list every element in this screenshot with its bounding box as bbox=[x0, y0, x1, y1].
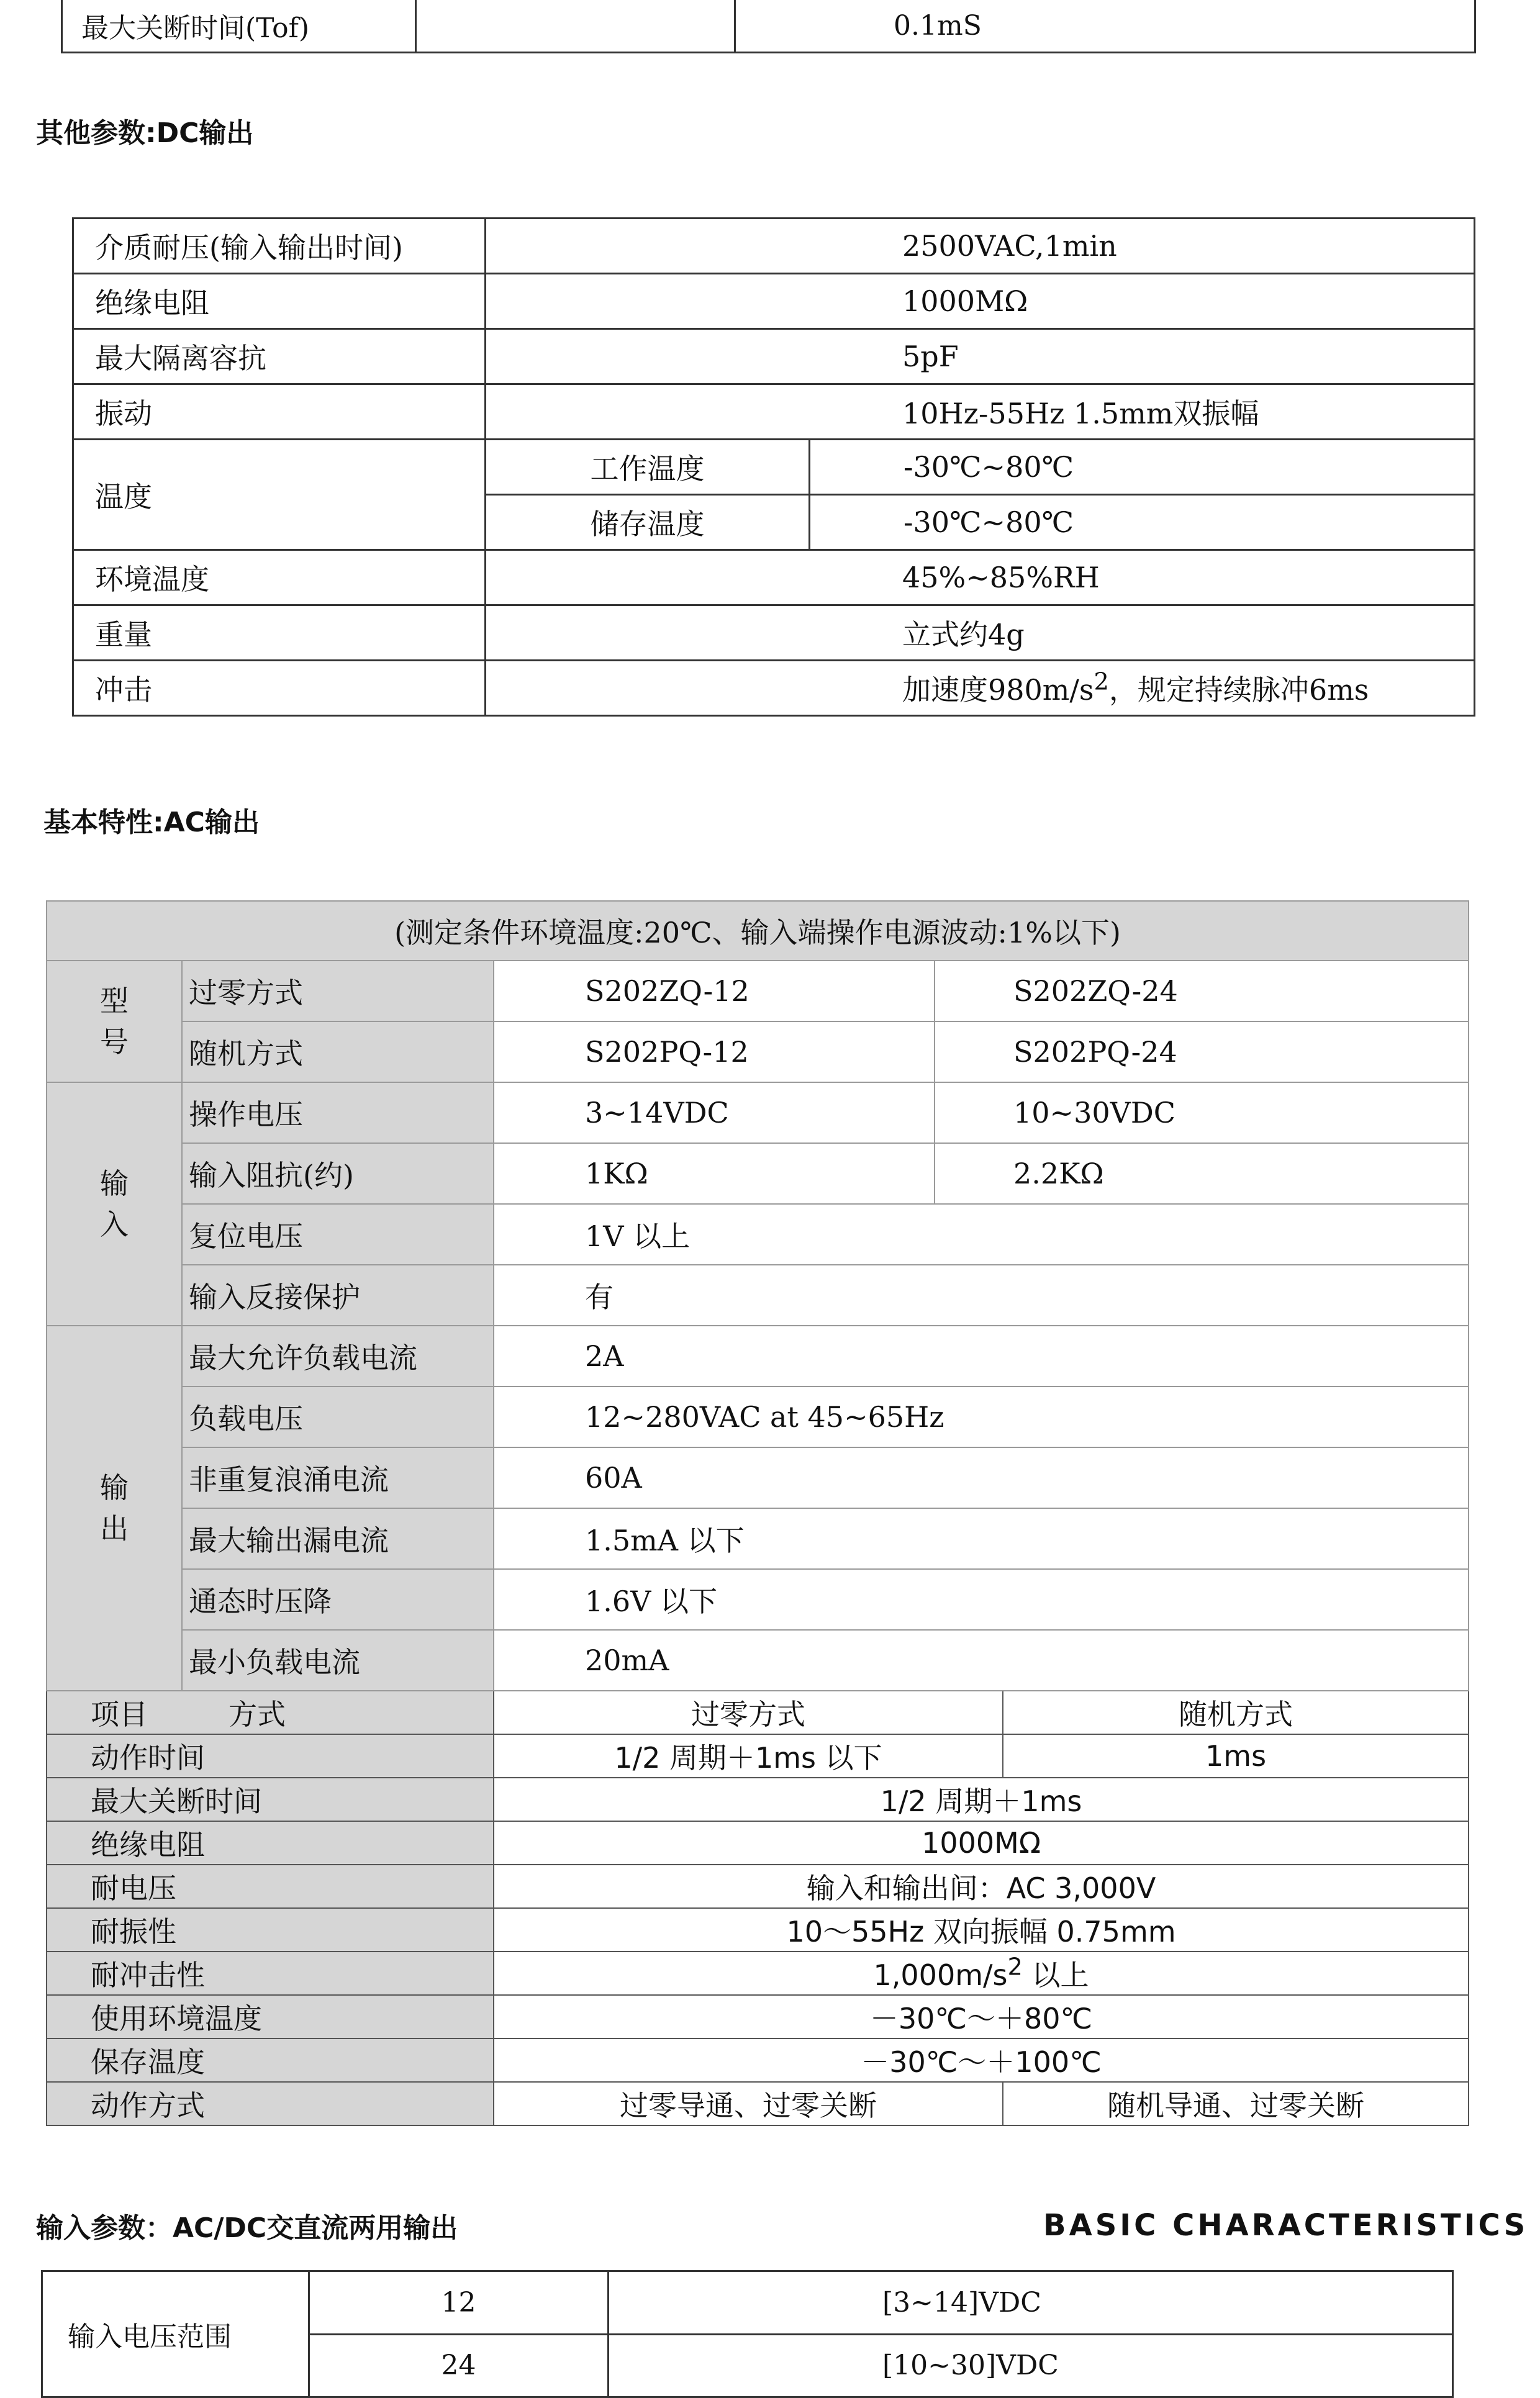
table-row bbox=[47, 901, 1469, 961]
table-row bbox=[47, 1569, 1469, 1630]
row-label: 冲击 bbox=[73, 661, 486, 716]
row-label: 随机方式 bbox=[182, 1021, 494, 1082]
row-label: 环境温度 bbox=[73, 550, 486, 605]
cell-value: 1ms bbox=[1003, 1734, 1469, 1778]
row-label: 耐振性 bbox=[47, 1908, 494, 1952]
table-row bbox=[47, 1908, 1469, 1952]
row-mid bbox=[416, 0, 735, 53]
cell-value: 3~14VDC bbox=[494, 1082, 935, 1143]
cell-value: [10~30]VDC bbox=[609, 2334, 1453, 2397]
table-row bbox=[47, 1952, 1469, 1995]
table-row bbox=[47, 1865, 1469, 1908]
row-label: 介质耐压(输入输出时间) bbox=[73, 219, 486, 274]
row-value: -30℃~80℃ bbox=[810, 440, 1475, 495]
row-label: 输入反接保护 bbox=[182, 1265, 494, 1326]
table-row bbox=[47, 1630, 1469, 1691]
table-row bbox=[73, 605, 1475, 661]
row-value: 2500VAC,1min bbox=[486, 219, 1475, 274]
table-row bbox=[47, 1734, 1469, 1778]
cell-value: 1.6V 以下 bbox=[494, 1569, 1469, 1630]
cell-value: 过零导通、过零关断 bbox=[494, 2082, 1003, 2125]
row-value: 45%~85%RH bbox=[486, 550, 1475, 605]
row-value bbox=[486, 661, 1475, 716]
table-row bbox=[47, 1447, 1469, 1508]
cell-value: 2A bbox=[494, 1326, 1469, 1387]
value-text: 1,000m/s bbox=[873, 1958, 1008, 1992]
value-superscript: 2 bbox=[1094, 667, 1109, 696]
section-heading-acdc: 输入参数：AC/DC交直流两用输出 bbox=[36, 2212, 458, 2244]
cell-value: 60A bbox=[494, 1447, 1469, 1508]
row-label: 绝缘电阻 bbox=[73, 274, 486, 329]
row-label: 保存温度 bbox=[47, 2038, 494, 2082]
cell-value: S202ZQ-12 bbox=[494, 961, 935, 1021]
row-label: 最大关断时间 bbox=[47, 1778, 494, 1821]
top-partial-table bbox=[61, 0, 1476, 53]
group-label-output: 输 出 bbox=[47, 1326, 182, 1691]
acdc-input-table bbox=[41, 2270, 1454, 2398]
row-value: 立式约4g bbox=[486, 605, 1475, 661]
table-row bbox=[62, 0, 1475, 53]
table-row bbox=[73, 384, 1475, 440]
column-header-zero: 过零方式 bbox=[494, 1691, 1003, 1734]
row-value: 0.1mS bbox=[735, 0, 1475, 53]
cell-value: [3~14]VDC bbox=[609, 2271, 1453, 2335]
cell-value: S202PQ-24 bbox=[935, 1021, 1469, 1082]
row-label: 操作电压 bbox=[182, 1082, 494, 1143]
table-row bbox=[73, 440, 1475, 495]
table-row bbox=[47, 1995, 1469, 2038]
group-label-input: 输 入 bbox=[47, 1082, 182, 1326]
row-label: 振动 bbox=[73, 384, 486, 440]
row-label: 过零方式 bbox=[182, 961, 494, 1021]
cell-value: 1000MΩ bbox=[494, 1821, 1469, 1865]
cell-value: 1/2 周期＋1ms bbox=[494, 1778, 1469, 1821]
row-label: 使用环境温度 bbox=[47, 1995, 494, 2038]
row-label: 输入阻抗(约) bbox=[182, 1143, 494, 1204]
table-row bbox=[47, 2082, 1469, 2125]
row-label: 动作时间 bbox=[47, 1734, 494, 1778]
table-row bbox=[73, 219, 1475, 274]
table-row bbox=[47, 1778, 1469, 1821]
row-value: 5pF bbox=[486, 329, 1475, 384]
row-label: 动作方式 bbox=[47, 2082, 494, 2125]
table-row bbox=[47, 1387, 1469, 1447]
row-label: 温度 bbox=[73, 440, 486, 550]
value-text: ，规定持续脉冲6ms bbox=[1108, 673, 1369, 707]
cell-value: －30℃～＋100℃ bbox=[494, 2038, 1469, 2082]
cell-value: 输入和输出间：AC 3,000V bbox=[494, 1865, 1469, 1908]
table-row bbox=[47, 1021, 1469, 1082]
row-label: 耐电压 bbox=[47, 1865, 494, 1908]
basic-characteristics-heading: BASIC CHARACTERISTICS bbox=[1043, 2208, 1529, 2243]
cell-value: 1.5mA 以下 bbox=[494, 1508, 1469, 1569]
row-label: 最大隔离容抗 bbox=[73, 329, 486, 384]
row-value: 10Hz-55Hz 1.5mm双振幅 bbox=[486, 384, 1475, 440]
cell-value: 2.2KΩ bbox=[935, 1143, 1469, 1204]
cell-value: 1KΩ bbox=[494, 1143, 935, 1204]
cell-value: 有 bbox=[494, 1265, 1469, 1326]
row-label: 最大关断时间(Tof) bbox=[62, 0, 416, 53]
table-row bbox=[47, 2038, 1469, 2082]
table-row bbox=[47, 1508, 1469, 1569]
table-row bbox=[73, 550, 1475, 605]
table-header: (测定条件环境温度:20℃、输入端操作电源波动:1%以下) bbox=[47, 901, 1469, 961]
row-label: 输入电压范围 bbox=[42, 2271, 309, 2397]
row-label: 最大输出漏电流 bbox=[182, 1508, 494, 1569]
value-text: 以上 bbox=[1022, 1958, 1089, 1992]
cell-value: S202ZQ-24 bbox=[935, 961, 1469, 1021]
table-row bbox=[73, 329, 1475, 384]
row-value: 1000MΩ bbox=[486, 274, 1475, 329]
table-row bbox=[42, 2271, 1453, 2335]
cell-value: 20mA bbox=[494, 1630, 1469, 1691]
row-value: -30℃~80℃ bbox=[810, 495, 1475, 550]
table-row bbox=[47, 1143, 1469, 1204]
cell-value: 12~280VAC at 45~65Hz bbox=[494, 1387, 1469, 1447]
group-label-model: 型 号 bbox=[47, 961, 182, 1082]
row-label: 绝缘电阻 bbox=[47, 1821, 494, 1865]
row-label: 重量 bbox=[73, 605, 486, 661]
cell-key: 24 bbox=[309, 2334, 609, 2397]
table-row bbox=[47, 1265, 1469, 1326]
cell-value: 1V 以上 bbox=[494, 1204, 1469, 1265]
sub-label: 储存温度 bbox=[486, 495, 810, 550]
table-row bbox=[47, 1326, 1469, 1387]
sub-label: 工作温度 bbox=[486, 440, 810, 495]
row-label: 负载电压 bbox=[182, 1387, 494, 1447]
table-row bbox=[47, 1204, 1469, 1265]
row-label bbox=[47, 1691, 494, 1734]
table-row bbox=[47, 1082, 1469, 1143]
cell-value bbox=[494, 1952, 1469, 1995]
table-row bbox=[47, 1821, 1469, 1865]
table-row bbox=[73, 274, 1475, 329]
row-label: 最大允许负载电流 bbox=[182, 1326, 494, 1387]
cell-key: 12 bbox=[309, 2271, 609, 2335]
section-heading-dc: 其他参数:DC输出 bbox=[36, 117, 254, 149]
cell-value: S202PQ-12 bbox=[494, 1021, 935, 1082]
cell-value: 10～55Hz 双向振幅 0.75mm bbox=[494, 1908, 1469, 1952]
row-label: 耐冲击性 bbox=[47, 1952, 494, 1995]
table-row bbox=[73, 661, 1475, 716]
row-label: 最小负载电流 bbox=[182, 1630, 494, 1691]
item-label: 项目 bbox=[91, 1698, 148, 1731]
table-row bbox=[47, 1691, 1469, 1734]
column-header-random: 随机方式 bbox=[1003, 1691, 1469, 1734]
row-label: 非重复浪涌电流 bbox=[182, 1447, 494, 1508]
cell-value: 随机导通、过零关断 bbox=[1003, 2082, 1469, 2125]
cell-value: 10~30VDC bbox=[935, 1082, 1469, 1143]
row-label: 通态时压降 bbox=[182, 1569, 494, 1630]
value-text: 加速度980m/s bbox=[902, 673, 1094, 707]
value-superscript: 2 bbox=[1007, 1953, 1023, 1981]
row-label: 复位电压 bbox=[182, 1204, 494, 1265]
dc-parameters-table bbox=[72, 217, 1475, 717]
section-heading-ac: 基本特性:AC输出 bbox=[43, 807, 260, 838]
mode-label: 方式 bbox=[229, 1698, 286, 1731]
ac-characteristics-table bbox=[46, 900, 1469, 2126]
table-row bbox=[47, 961, 1469, 1021]
cell-value: －30℃～＋80℃ bbox=[494, 1995, 1469, 2038]
cell-value: 1/2 周期＋1ms 以下 bbox=[494, 1734, 1003, 1778]
